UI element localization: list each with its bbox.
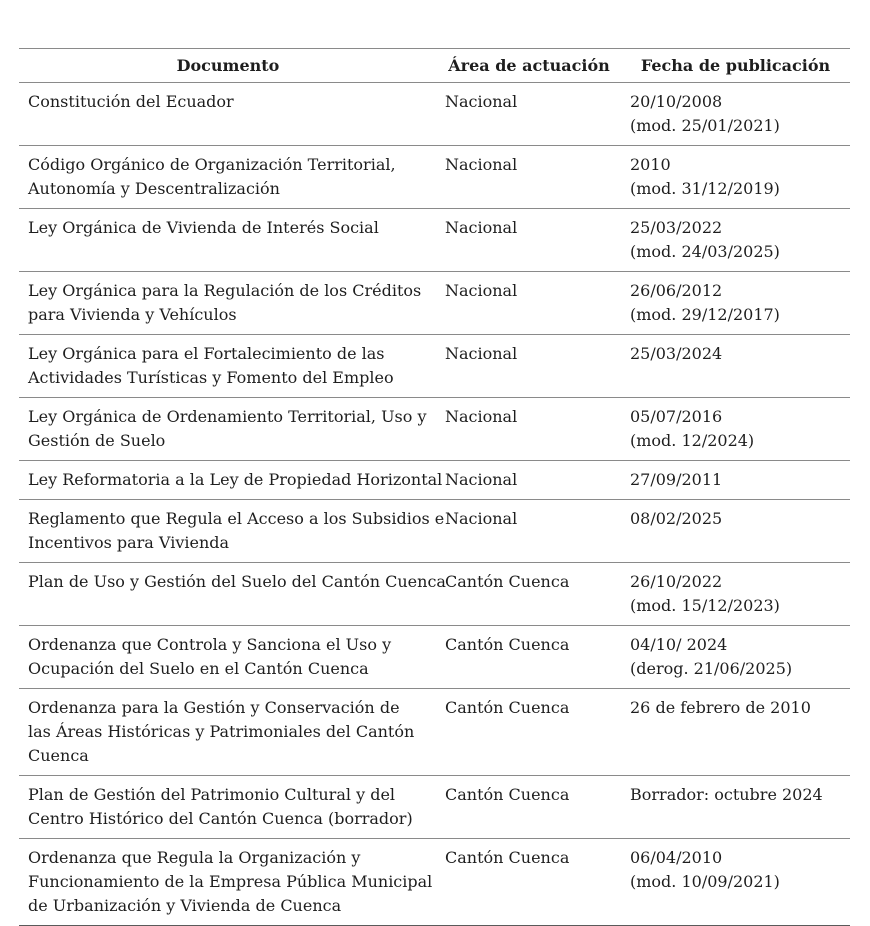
cell-fecha-line: 20/10/2008 (630, 92, 723, 111)
header-row (19, 49, 850, 83)
table-row (19, 500, 850, 563)
cell-fecha (621, 209, 850, 272)
cell-documento-line: Ley Orgánica para el Fortalecimiento de las (28, 344, 385, 363)
cell-fecha-line: 26/10/2022 (630, 572, 723, 591)
table-row (19, 83, 850, 146)
cell-documento-line: las Áreas Históricas y Patrimoniales del Cantón (28, 722, 415, 741)
cell-area: Cantón Cuenca (437, 563, 621, 626)
cell-documento-line: Actividades Turísticas y Fomento del Empleo (28, 368, 394, 387)
cell-fecha (621, 689, 850, 776)
cell-fecha (621, 626, 850, 689)
table-row (19, 398, 850, 461)
cell-fecha-line: 25/03/2022 (630, 218, 723, 237)
cell-area: Cantón Cuenca (437, 776, 621, 839)
cell-fecha-line: 25/03/2024 (630, 344, 723, 363)
cell-area: Cantón Cuenca (437, 689, 621, 776)
cell-documento-line: Ley Orgánica de Vivienda de Interés Social (28, 218, 379, 237)
cell-documento-line: Reglamento que Regula el Acceso a los Subsidios e (28, 509, 445, 528)
cell-fecha (621, 83, 850, 146)
cell-documento-line: para Vivienda y Vehículos (28, 305, 237, 324)
table-body (19, 83, 850, 926)
cell-fecha-line: 06/04/2010 (630, 848, 723, 867)
cell-fecha-line: (mod. 12/2024) (630, 431, 755, 450)
table-row (19, 776, 850, 839)
header-area: Área de actuación (437, 49, 621, 83)
cell-fecha (621, 272, 850, 335)
documents-table (19, 48, 850, 926)
cell-documento-line: Ocupación del Suelo en el Cantón Cuenca (28, 659, 369, 678)
cell-area: Cantón Cuenca (437, 839, 621, 926)
document-table-container (19, 48, 850, 926)
cell-area: Nacional (437, 209, 621, 272)
cell-documento (19, 209, 437, 272)
cell-fecha (621, 398, 850, 461)
cell-fecha-line: (mod. 24/03/2025) (630, 242, 780, 261)
cell-documento (19, 146, 437, 209)
cell-fecha-line: 26 de febrero de 2010 (630, 698, 811, 717)
cell-documento-line: Ordenanza para la Gestión y Conservación de (28, 698, 400, 717)
cell-fecha (621, 776, 850, 839)
table-row (19, 209, 850, 272)
cell-documento (19, 689, 437, 776)
cell-documento-line: Plan de Gestión del Patrimonio Cultural y del (28, 785, 396, 804)
cell-documento (19, 272, 437, 335)
cell-fecha (621, 500, 850, 563)
cell-area: Nacional (437, 146, 621, 209)
cell-fecha-line: 2010 (630, 155, 671, 174)
table-row (19, 335, 850, 398)
cell-documento-line: Ordenanza que Regula la Organización y (28, 848, 361, 867)
cell-fecha-line: 26/06/2012 (630, 281, 723, 300)
cell-documento (19, 839, 437, 926)
cell-fecha (621, 839, 850, 926)
table-row (19, 839, 850, 926)
cell-documento-line: Ordenanza que Controla y Sanciona el Uso y (28, 635, 392, 654)
cell-documento (19, 398, 437, 461)
cell-area: Nacional (437, 272, 621, 335)
cell-documento-line: Ley Orgánica de Ordenamiento Territorial, Uso y (28, 407, 427, 426)
cell-documento-line: Ley Reformatoria a la Ley de Propiedad Horizontal (28, 470, 443, 489)
cell-documento-line: Funcionamiento de la Empresa Pública Municipal (28, 872, 433, 891)
cell-area: Nacional (437, 461, 621, 500)
header-documento: Documento (19, 49, 437, 83)
cell-documento-line: Código Orgánico de Organización Territorial, (28, 155, 396, 174)
cell-area: Nacional (437, 398, 621, 461)
cell-fecha (621, 563, 850, 626)
cell-area: Nacional (437, 500, 621, 563)
cell-fecha-line: (mod. 31/12/2019) (630, 179, 780, 198)
cell-area: Cantón Cuenca (437, 626, 621, 689)
cell-fecha (621, 146, 850, 209)
cell-documento (19, 626, 437, 689)
table-row (19, 689, 850, 776)
table-header (19, 49, 850, 83)
cell-fecha (621, 335, 850, 398)
cell-fecha-line: (derog. 21/06/2025) (630, 659, 793, 678)
cell-area: Nacional (437, 83, 621, 146)
cell-fecha-line: 05/07/2016 (630, 407, 723, 426)
cell-documento-line: Ley Orgánica para la Regulación de los Créditos (28, 281, 422, 300)
cell-fecha-line: (mod. 29/12/2017) (630, 305, 780, 324)
cell-documento-line: Plan de Uso y Gestión del Suelo del Cantón Cuenca (28, 572, 446, 591)
table-row (19, 563, 850, 626)
cell-fecha (621, 461, 850, 500)
header-fecha: Fecha de publicación (621, 49, 850, 83)
cell-fecha-line: 04/10/ 2024 (630, 635, 728, 654)
cell-documento-line: Gestión de Suelo (28, 431, 166, 450)
table-row (19, 461, 850, 500)
cell-documento-line: Constitución del Ecuador (28, 92, 234, 111)
cell-documento (19, 563, 446, 626)
cell-documento-line: de Urbanización y Vivienda de Cuenca (28, 896, 342, 915)
cell-fecha-line: 08/02/2025 (630, 509, 723, 528)
cell-documento-line: Cuenca (28, 746, 89, 765)
table-row (19, 146, 850, 209)
cell-documento-line: Centro Histórico del Cantón Cuenca (borrador) (28, 809, 413, 828)
cell-fecha-line: (mod. 25/01/2021) (630, 116, 780, 135)
cell-documento (19, 83, 437, 146)
cell-documento (19, 335, 437, 398)
cell-documento (19, 461, 443, 500)
cell-documento (19, 500, 445, 563)
table-row (19, 272, 850, 335)
cell-fecha-line: (mod. 10/09/2021) (630, 872, 780, 891)
cell-fecha-line: 27/09/2011 (630, 470, 723, 489)
cell-fecha-line: Borrador: octubre 2024 (630, 785, 823, 804)
cell-area: Nacional (437, 335, 621, 398)
cell-documento-line: Incentivos para Vivienda (28, 533, 230, 552)
cell-documento-line: Autonomía y Descentralización (28, 179, 280, 198)
cell-fecha-line: (mod. 15/12/2023) (630, 596, 780, 615)
cell-documento (19, 776, 437, 839)
table-row (19, 626, 850, 689)
